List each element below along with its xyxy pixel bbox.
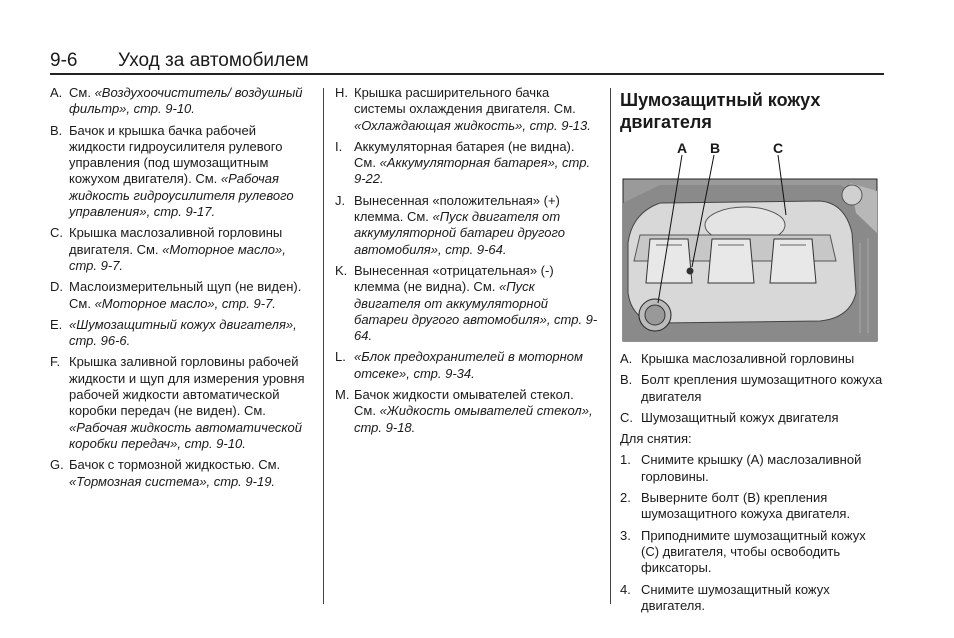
page-title: Уход за автомобилем	[118, 50, 309, 71]
list-item: D. Маслоизмерительный щуп (не виден). См. «Моторное масло», стр. 9-7.	[50, 279, 302, 311]
list-item: K. Вынесенная «отрицательная» (-) клемма (не видна). См. «Пуск двигателя от аккумуляторной батареи другого автомобиля», стр. 9-64.	[335, 262, 598, 344]
list-item: A. Крышка маслозаливной горловины	[620, 351, 855, 366]
list-item: 3. Приподнимите шумозащитный кожух (C) двигателя, чтобы освободить фиксаторы.	[620, 527, 866, 576]
page-number: 9-6	[50, 50, 78, 71]
cross-reference[interactable]: «Шумозащитный кожух двигателя», стр. 96-6.	[69, 316, 297, 349]
list-item: E. «Шумозащитный кожух двигателя», стр. 96-6.	[50, 316, 297, 349]
component-list-h-m	[335, 85, 599, 436]
cross-reference[interactable]: «Пуск двигателя от аккумуляторной батареи другого автомобиля», стр. 9-64.	[354, 279, 598, 344]
cross-reference[interactable]: «Охлаждающая жидкость», стр. 9-13.	[354, 117, 591, 133]
engine-cover-illustration	[620, 143, 880, 343]
list-item: M. Бачок жидкости омывателей стекол. См. «Жидкость омывателей стекол», стр. 9-18.	[335, 387, 593, 435]
cross-reference[interactable]: «Рабочая жидкость гидроусилителя рулевого управления», стр. 9-17.	[69, 171, 294, 220]
middle-column	[335, 85, 599, 441]
left-column	[50, 85, 312, 495]
header-rule	[50, 73, 884, 75]
component-list-a-g	[50, 85, 312, 490]
cross-reference[interactable]: «Пуск двигателя от аккумуляторной батареи другого автомобиля», стр. 9-64.	[354, 209, 566, 257]
removal-steps	[620, 452, 886, 614]
right-column	[620, 85, 886, 619]
figure-label-c: C	[773, 140, 784, 156]
cross-reference[interactable]: «Блок предохранителей в моторном отсеке», стр. 9-34.	[354, 349, 583, 381]
list-item: G. Бачок с тормозной жидкостью. См. «Тормозная система», стр. 9-19.	[50, 457, 281, 489]
list-item: B. Бачок и крышка бачка рабочей жидкости гидроусилителя рулевого управления (под шумозащитным кожухом двигателя). См. «Рабочая жидкость гидроусилителя рулевого управления», стр. 9-17.	[50, 122, 294, 220]
list-item: J. Вынесенная «положительная» (+) клемма. См. «Пуск двигателя от аккумуляторной батареи другого автомобиля», стр. 9-64.	[335, 192, 566, 257]
list-item: F. Крышка заливной горловины рабочей жидкости и щуп для измерения уровня рабочей жидкости автоматической коробки передач (не виден). См. «Рабочая жидкость автоматической коробки передач», стр. 9-10.	[50, 354, 305, 451]
cross-reference[interactable]: «Тормозная система», стр. 9-19.	[69, 473, 276, 489]
list-item: C. Шумозащитный кожух двигателя	[620, 409, 839, 425]
engine-cover-figure	[620, 140, 880, 343]
cross-reference[interactable]: «Воздухоочиститель/ воздушный фильтр», стр. 9-10.	[69, 85, 303, 117]
list-item: 4. Снимите шумозащитный кожух двигателя.	[620, 581, 830, 613]
section-heading: Шумозащитный кожух двигателя	[620, 90, 821, 132]
figure-label-a: A	[677, 140, 688, 156]
cross-reference[interactable]: «Моторное масло», стр. 9-7.	[94, 295, 276, 311]
figure-legend	[620, 351, 886, 426]
list-item: C. Крышка маслозаливной горловины двигателя. См. «Моторное масло», стр. 9-7.	[50, 225, 286, 273]
list-item: 2. Выверните болт (B) крепления шумозащитного кожуха двигателя.	[620, 490, 851, 522]
cross-reference[interactable]: «Жидкость омывателей стекол», стр. 9-18.	[354, 403, 593, 435]
cross-reference[interactable]: «Рабочая жидкость автоматической коробки передач», стр. 9-10.	[69, 419, 303, 451]
page-header	[50, 50, 884, 74]
cross-reference[interactable]: «Моторное масло», стр. 9-7.	[69, 241, 286, 273]
list-item: 1. Снимите крышку (A) маслозаливной горловины.	[620, 452, 862, 484]
list-item: L. «Блок предохранителей в моторном отсеке», стр. 9-34.	[335, 349, 583, 381]
figure-label-b: B	[710, 140, 721, 156]
list-item: I. Аккумуляторная батарея (не видна). См. «Аккумуляторная батарея», стр. 9-22.	[335, 138, 591, 187]
column-divider-2	[610, 88, 611, 604]
list-item: B. Болт крепления шумозащитного кожуха двигателя	[620, 372, 883, 404]
list-item: A. См. «Воздухоочиститель/ воздушный фильтр», стр. 9-10.	[50, 85, 303, 117]
column-divider-1	[323, 88, 324, 604]
removal-intro: Для снятия:	[620, 431, 692, 447]
cross-reference[interactable]: «Аккумуляторная батарея», стр. 9-22.	[354, 155, 591, 187]
list-item: H. Крышка расширительного бачка системы охлаждения двигателя. См. «Охлаждающая жидкость», стр. 9-13.	[335, 85, 591, 133]
